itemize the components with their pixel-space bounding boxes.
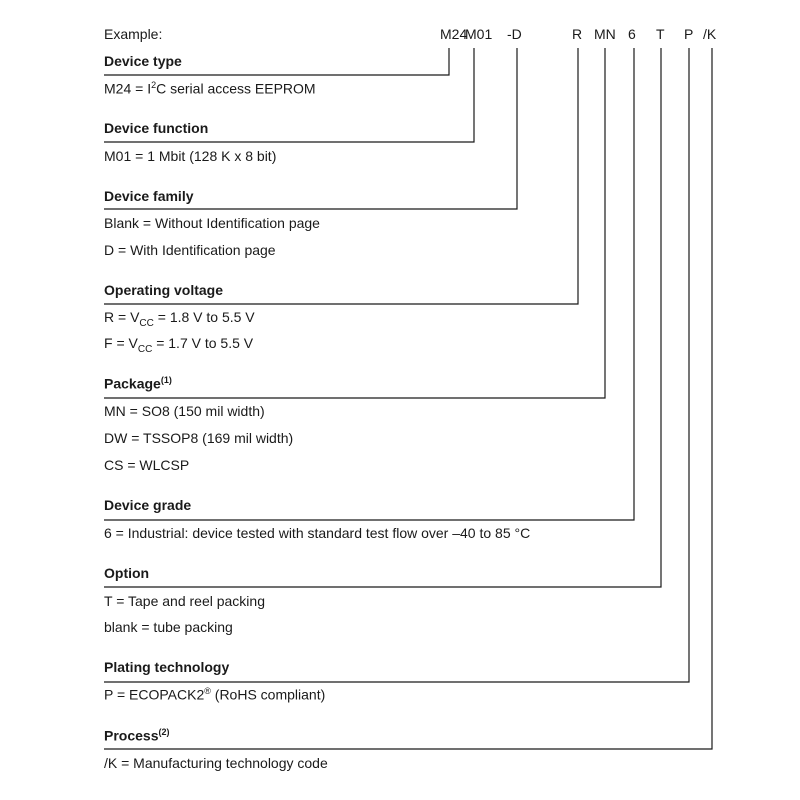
section-title-device-family: Device family — [104, 188, 194, 204]
code-6: 6 — [628, 26, 636, 42]
section-title-operating-voltage: Operating voltage — [104, 282, 224, 298]
package-line-mn: MN = SO8 (150 mil width) — [104, 403, 265, 419]
section-title-option: Option — [104, 565, 150, 581]
section-title-device-grade: Device grade — [104, 497, 192, 513]
device-family-line-blank: Blank = Without Identification page — [104, 215, 320, 231]
process-footnote: (2) — [158, 727, 170, 737]
code-mn: MN — [594, 26, 616, 42]
section-title-package: Package$^{(1)}$ — [104, 375, 172, 392]
code-r: R — [572, 26, 583, 42]
option-line-t: T = Tape and reel packing — [104, 593, 265, 609]
example-label: Example: — [104, 26, 163, 42]
plating-line-p: P = ECOPACK2® (RoHS compliant) — [104, 686, 326, 703]
voltage-line-f: $F = V_{CC} = 1.7$ V to 5.5 V — [104, 335, 254, 355]
section-title-plating: Plating technology — [104, 659, 230, 675]
code-t: T — [656, 26, 665, 42]
section-title-device-type: Device type — [104, 53, 182, 69]
process-line-k: /K = Manufacturing technology code — [104, 755, 328, 771]
section-title-process: Process$^{(2)}$ — [104, 727, 170, 744]
package-line-dw: DW = TSSOP8 (169 mil width) — [104, 430, 294, 446]
code-m01: M01 — [465, 26, 493, 42]
device-function-line: M01 = 1 Mbit (128 K x 8 bit) — [104, 148, 277, 164]
voltage-line-r: $R = V_{CC} = 1.8$ V to 5.5 V — [104, 309, 255, 329]
package-line-cs: CS = WLCSP — [104, 457, 190, 473]
code-p: P — [684, 26, 694, 42]
device-type-line-m24: $M24 = I^2C$ serial access EEPROM — [104, 80, 316, 97]
section-title-device-function: Device function — [104, 120, 209, 136]
code-d: -D — [507, 26, 522, 42]
package-footnote: (1) — [160, 375, 172, 385]
device-grade-line: 6 = Industrial: device tested with standard test flow over –40 to 85 °C — [104, 525, 531, 541]
code-k: /K — [703, 26, 717, 42]
device-family-line-d: D = With Identification page — [104, 242, 276, 258]
code-m24: M24 — [440, 26, 468, 42]
option-line-blank: blank = tube packing — [104, 619, 233, 635]
